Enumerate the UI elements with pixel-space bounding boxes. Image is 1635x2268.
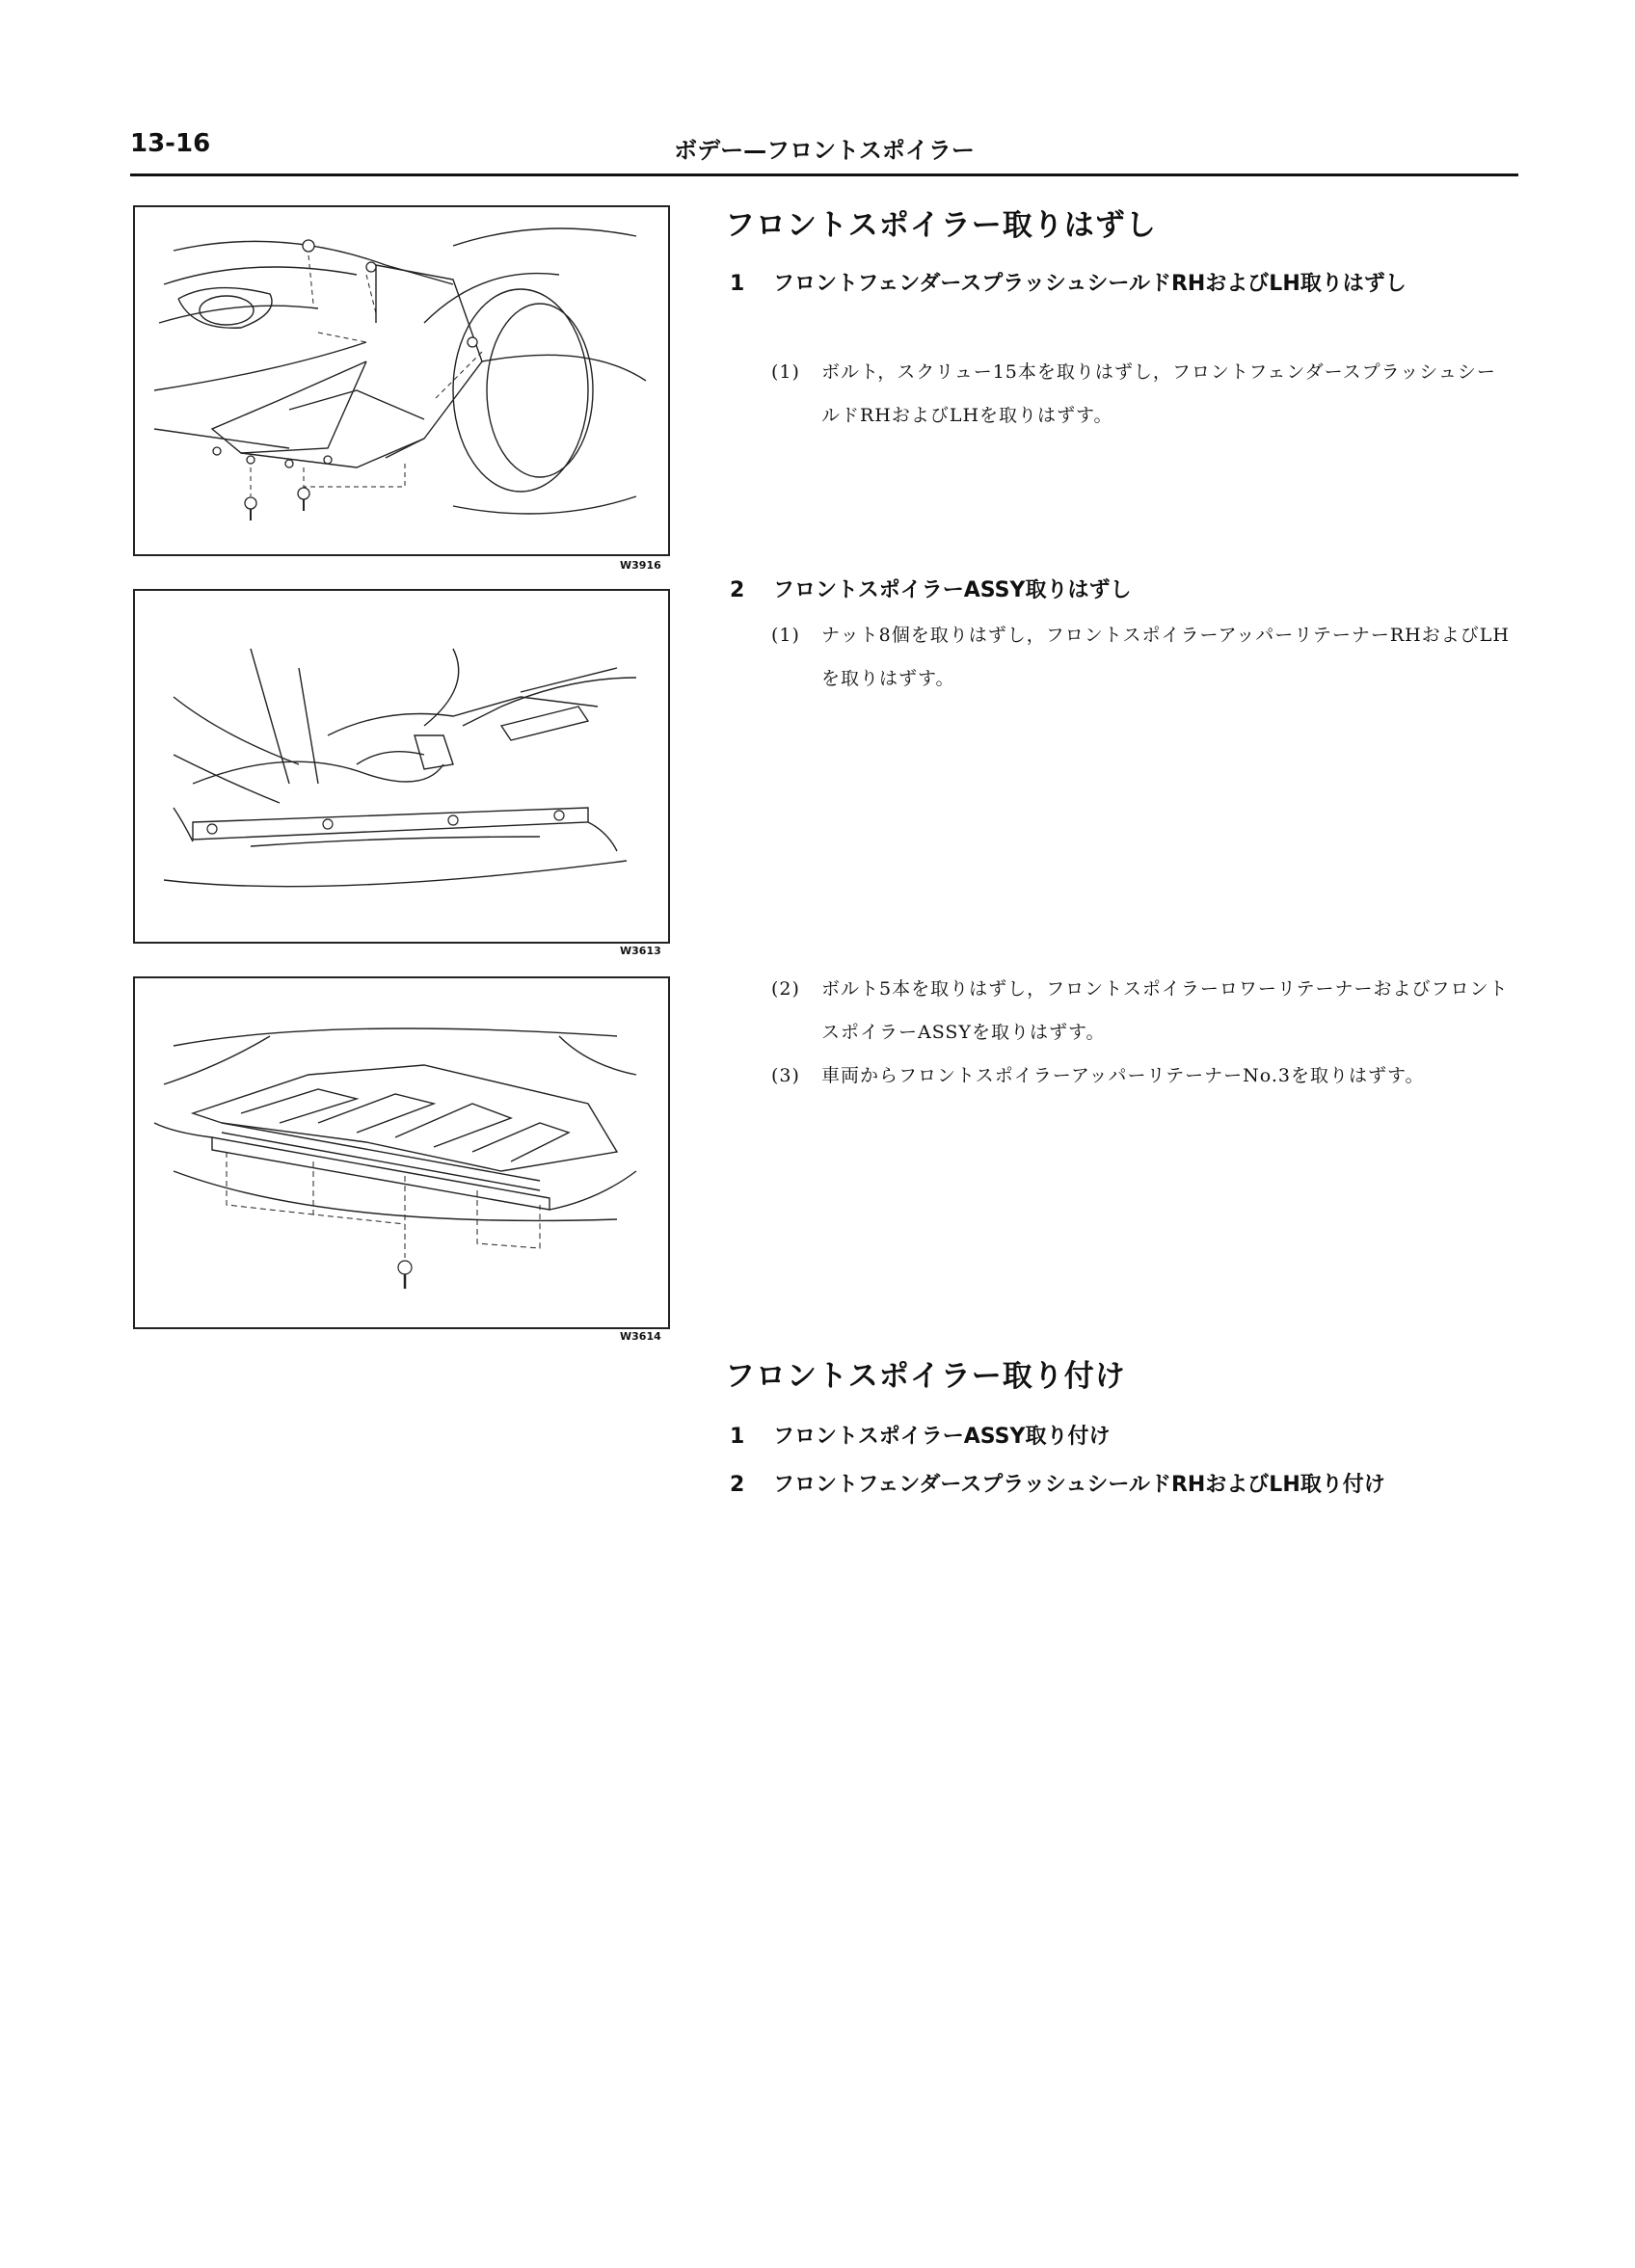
sub-number: (3)	[771, 1065, 800, 1086]
sub-number: (1)	[771, 625, 800, 646]
step-text: フロントフェンダースプラッシュシールドRHおよびLH取りはずし	[773, 272, 1407, 296]
sub-text: ボルト5本を取りはずし，フロントスポイラーロワーリテーナーおよびフロントスポイラーASSYを取りはずす。	[821, 978, 1509, 1043]
installation-step-1	[730, 1415, 1520, 1459]
step-text: フロントスポイラーASSY取りはずし	[773, 578, 1132, 602]
sub-number: (1)	[771, 361, 800, 383]
page-header	[130, 129, 1518, 173]
figure-spoiler-assy	[133, 976, 670, 1329]
figure-code-2: W3613	[620, 945, 661, 957]
installation-title: フロントスポイラー取り付け	[725, 1359, 1126, 1394]
step-text: フロントフェンダースプラッシュシールドRHおよびLH取り付け	[773, 1473, 1385, 1497]
removal-step-2	[730, 569, 1520, 613]
sub-text: ボルト，スクリュー15本を取りはずし，フロントフェンダースプラッシュシールドRHおよびLHを取りはずす。	[821, 361, 1496, 426]
sub-number: (2)	[771, 978, 800, 1000]
removal-title: フロントスポイラー取りはずし	[725, 208, 1157, 243]
figure-splash-shield	[133, 205, 670, 556]
step-text: フロントスポイラーASSY取り付け	[773, 1425, 1111, 1449]
step-number: 2	[730, 578, 745, 602]
spoiler-assy-illustration	[135, 978, 668, 1327]
removal-step-1-sub-1	[771, 351, 1523, 438]
upper-retainer-illustration	[135, 591, 668, 942]
figure-upper-retainer	[133, 589, 670, 944]
removal-step-1	[730, 262, 1520, 307]
figure-code-1: W3916	[620, 559, 661, 572]
sub-text: 車両からフロントスポイラーアッパーリテーナーNo.3を取りはずす。	[821, 1065, 1425, 1086]
step-number: 1	[730, 1425, 745, 1449]
removal-step-2-sub-2	[771, 968, 1523, 1054]
splash-shield-illustration	[135, 207, 668, 554]
header-rule	[130, 173, 1518, 176]
step-number: 1	[730, 272, 745, 296]
sub-text: ナット8個を取りはずし，フロントスポイラーアッパーリテーナーRHおよびLHを取りはずす。	[821, 625, 1510, 689]
step-number: 2	[730, 1473, 745, 1497]
removal-step-2-sub-3	[771, 1054, 1523, 1098]
installation-step-2	[730, 1463, 1520, 1508]
figure-code-3: W3614	[620, 1330, 661, 1343]
running-title: ボデー—フロントスポイラー	[674, 137, 975, 164]
page-number: 13-16	[130, 129, 211, 158]
removal-step-2-sub-1	[771, 614, 1523, 701]
